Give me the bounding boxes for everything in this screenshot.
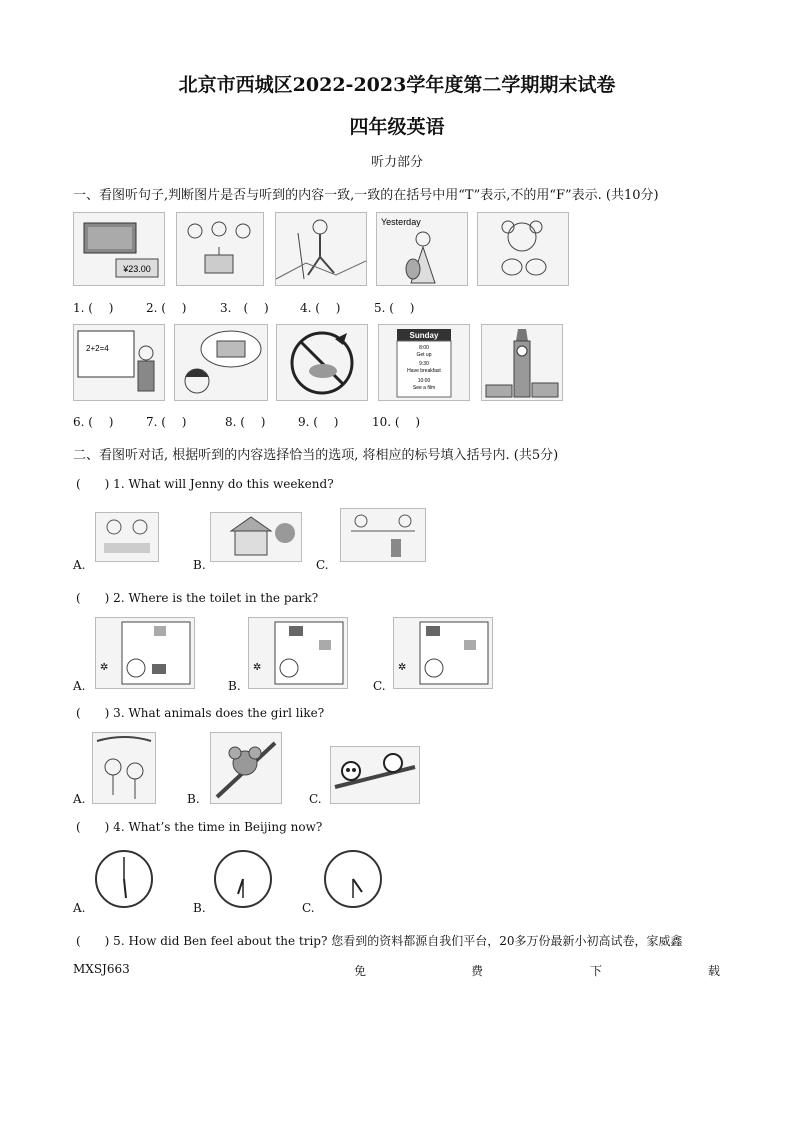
q3-pic-koala — [210, 732, 282, 804]
svg-text:✲: ✲ — [100, 662, 109, 673]
section1-instruction: 一、看图听句子,判断图片是否与听到的内容一致,一致的在括号中用“T”表示,不的用“F”表示. (共10分) — [73, 188, 659, 203]
pic-birthday-party — [176, 212, 264, 286]
svg-text:Have breakfast: Have breakfast — [407, 368, 441, 374]
exam-subtitle: 四年级英语 — [349, 116, 445, 138]
math-text: 2+2=4 — [86, 344, 109, 353]
answer-2[interactable]: 2. ( ) — [146, 301, 187, 315]
yesterday-text: Yesterday — [381, 217, 421, 227]
answer-4[interactable]: 4. ( ) — [300, 301, 341, 315]
question-4[interactable]: ( ) 4. What’s the time in Beijing now? — [76, 820, 323, 834]
answer-9[interactable]: 9. ( ) — [298, 415, 339, 429]
svg-text:9:30: 9:30 — [419, 361, 429, 367]
pic-sunday-schedule — [378, 324, 470, 401]
pic-no-fishing — [276, 324, 368, 401]
q3-pic-monkeys — [92, 732, 156, 804]
svg-text:✲: ✲ — [253, 662, 262, 673]
answer-3[interactable]: 3. ( ) — [220, 301, 269, 315]
q1-option-c[interactable]: C. — [316, 558, 329, 572]
answer-10[interactable]: 10. ( ) — [372, 415, 421, 429]
q1-pic-b — [210, 512, 302, 562]
pic-book-price — [73, 212, 165, 286]
q1-pic-c — [340, 508, 426, 562]
pic-big-ben — [481, 324, 563, 401]
pic-yesterday-instrument — [376, 212, 468, 286]
svg-text:✲: ✲ — [398, 662, 407, 673]
q2-pic-c — [393, 617, 493, 689]
answer-1[interactable]: 1. ( ) — [73, 301, 114, 315]
question-2[interactable]: ( ) 2. Where is the toilet in the park? — [76, 591, 319, 605]
price-tag: ¥23.00 — [123, 264, 151, 274]
footer-code: MXSJ663 — [73, 962, 130, 976]
q4-clock-b — [212, 848, 274, 910]
footer-char-4: 载 — [708, 964, 721, 978]
q4-option-a[interactable]: A. — [73, 901, 86, 915]
svg-text:Get up: Get up — [416, 352, 432, 358]
exam-title: 北京市西城区2022-2023学年度第二学期期末试卷 — [178, 74, 616, 96]
question-5[interactable]: ( ) 5. How did Ben feel about the trip? 您看到的资料都源自我们平台，20多万份最新小初高试卷，家威鑫 — [76, 934, 683, 948]
svg-text:See a film: See a film — [412, 385, 436, 391]
q4-option-b[interactable]: B. — [193, 901, 206, 915]
pic-pets — [477, 212, 569, 286]
q3-pic-pandas — [330, 746, 420, 804]
footer-char-3: 下 — [590, 964, 603, 978]
pic-hiking — [275, 212, 367, 286]
answer-6[interactable]: 6. ( ) — [73, 415, 114, 429]
q3-option-b[interactable]: B. — [187, 792, 200, 806]
question-1[interactable]: ( ) 1. What will Jenny do this weekend? — [76, 477, 334, 491]
q2-option-c[interactable]: C. — [373, 679, 386, 693]
q2-pic-b — [248, 617, 348, 689]
q1-option-b[interactable]: B. — [193, 558, 206, 572]
q1-option-a[interactable]: A. — [73, 558, 86, 572]
question-3[interactable]: ( ) 3. What animals does the girl like? — [76, 706, 325, 720]
answer-8[interactable]: 8. ( ) — [225, 415, 266, 429]
q4-clock-a — [93, 848, 155, 910]
pic-girl-thinking-restaurant — [174, 324, 268, 401]
answer-7[interactable]: 7. ( ) — [146, 415, 187, 429]
q2-option-b[interactable]: B. — [228, 679, 241, 693]
q2-pic-a — [95, 617, 195, 689]
q3-option-c[interactable]: C. — [309, 792, 322, 806]
footer-char-1: 免 — [354, 964, 367, 978]
svg-text:8:00: 8:00 — [419, 345, 429, 351]
q4-option-c[interactable]: C. — [302, 901, 315, 915]
svg-text:10:00: 10:00 — [417, 378, 431, 384]
q1-pic-a — [95, 512, 159, 562]
q4-clock-c — [322, 848, 384, 910]
footer-char-2: 费 — [471, 964, 484, 978]
schedule-title: Sunday — [409, 331, 439, 340]
section2-instruction: 二、看图听对话, 根据听到的内容选择恰当的选项, 将相应的标号填入括号内. (共5分) — [73, 448, 559, 463]
q2-option-a[interactable]: A. — [73, 679, 86, 693]
answer-5[interactable]: 5. ( ) — [374, 301, 415, 315]
part-label: 听力部分 — [370, 155, 423, 170]
pic-teacher-math — [73, 324, 165, 401]
q3-option-a[interactable]: A. — [73, 792, 86, 806]
